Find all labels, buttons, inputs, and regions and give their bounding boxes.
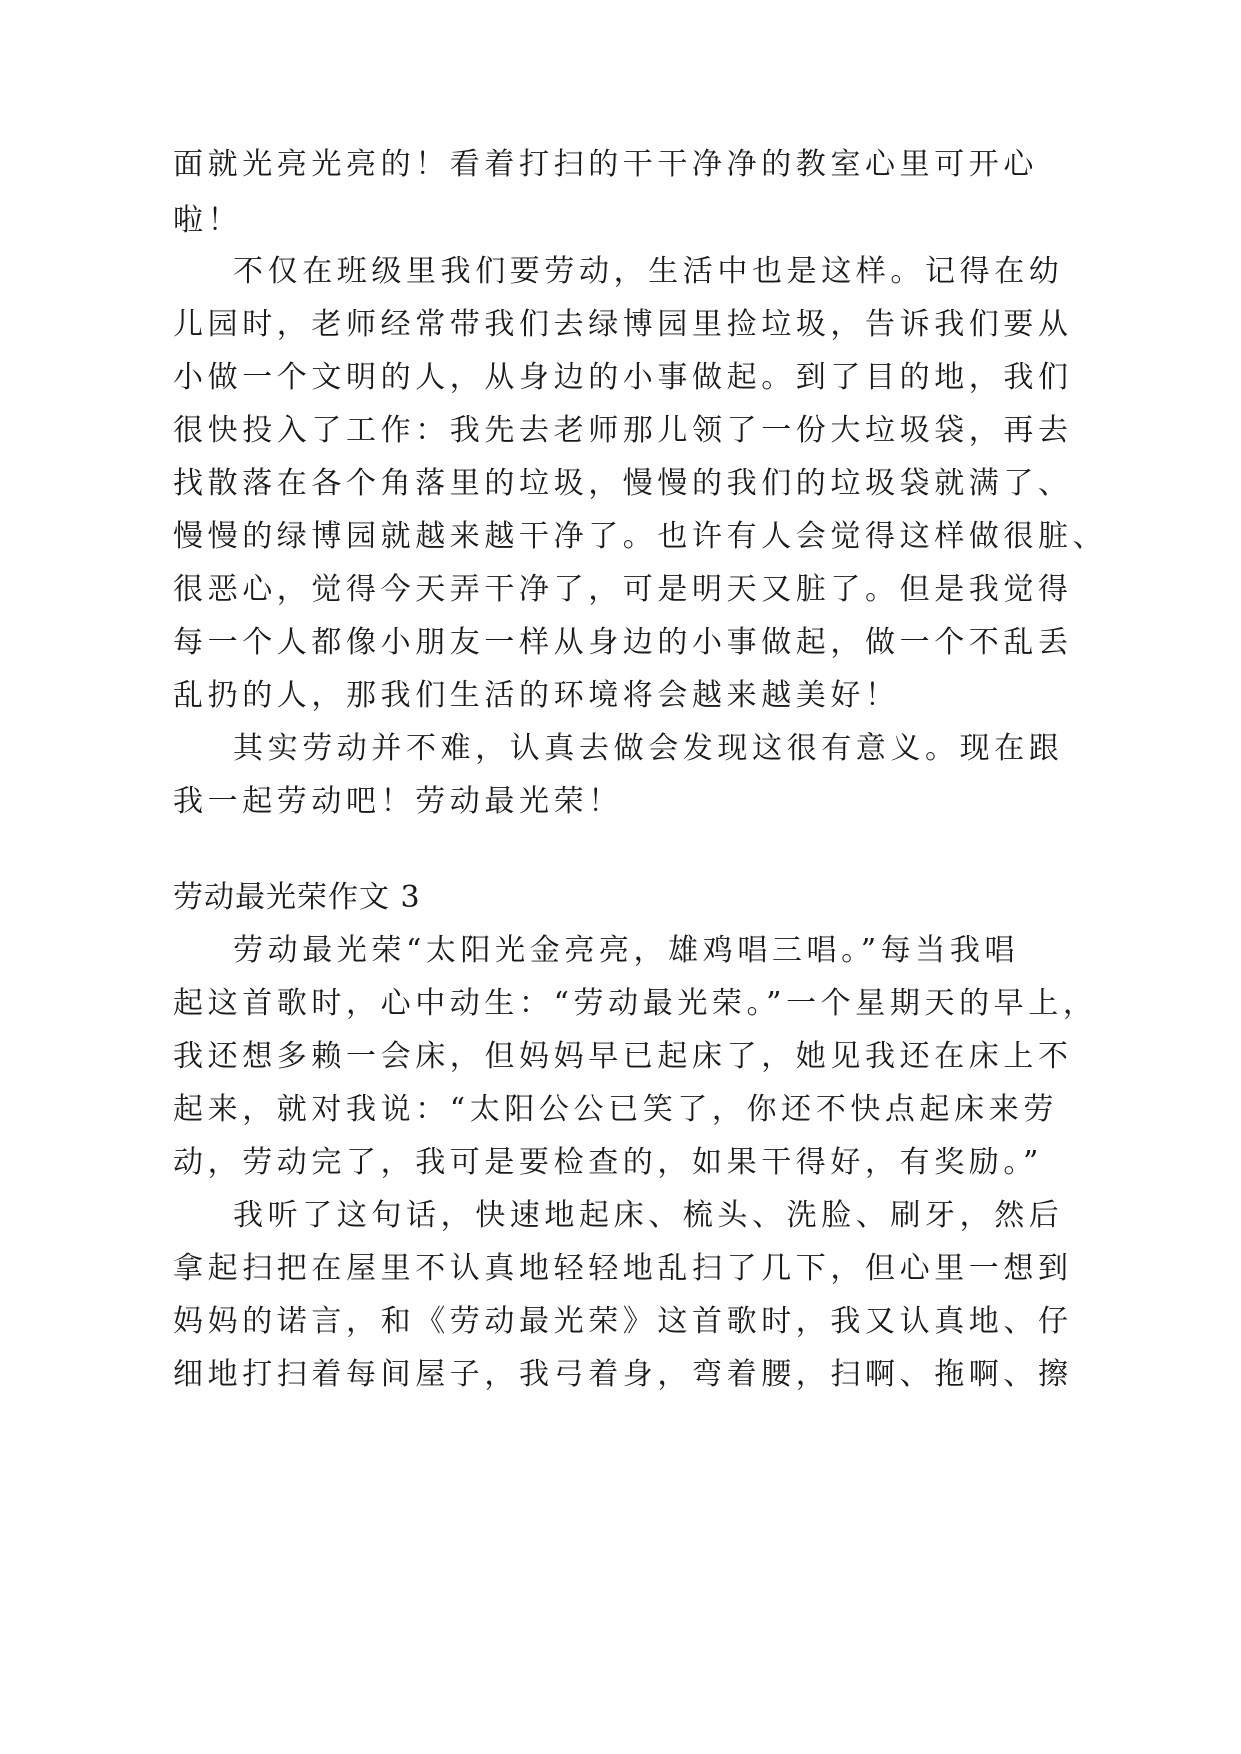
text-line: 每一个人都像小朋友一样从身边的小事做起，做一个不乱丢 (173, 625, 1073, 660)
text-line: 很恶心，觉得今天弄干净了，可是明天又脏了。但是我觉得 (173, 572, 1073, 607)
section-heading: 劳动最光荣作文 3 (173, 880, 421, 915)
text-line: 动，劳动完了，我可是要检查的，如果干得好，有奖励。” (173, 1145, 1043, 1180)
text-line: 乱扔的人，那我们生活的环境将会越来越美好！ (173, 678, 900, 713)
text-line: 很快投入了工作：我先去老师那儿领了一份大垃圾袋，再去 (173, 413, 1073, 448)
text-line: 我还想多赖一会床，但妈妈早已起床了，她见我还在床上不 (173, 1039, 1073, 1074)
text-line: 细地打扫着每间屋子，我弓着身，弯着腰，扫啊、拖啊、擦 (173, 1357, 1073, 1392)
text-line: 起这首歌时，心中动生：“劳动最光荣。”一个星期天的早上， (173, 986, 1098, 1021)
text-line: 小做一个文明的人，从身边的小事做起。到了目的地，我们 (173, 360, 1073, 395)
text-line: 慢慢的绿博园就越来越干净了。也许有人会觉得这样做很脏、 (173, 519, 1108, 554)
text-line: 啦！ (173, 203, 243, 238)
paragraph-first-line: 我听了这句话，快速地起床、梳头、洗脸、刷牙，然后 (233, 1198, 1064, 1233)
text-line: 妈妈的诺言，和《劳动最光荣》这首歌时，我又认真地、仔 (173, 1304, 1073, 1339)
text-line: 儿园时，老师经常带我们去绿博园里捡垃圾，告诉我们要从 (173, 307, 1073, 342)
text-line: 我一起劳动吧！劳动最光荣！ (173, 784, 623, 819)
paragraph-first-line: 不仅在班级里我们要劳动，生活中也是这样。记得在幼 (233, 254, 1064, 289)
text-line: 拿起扫把在屋里不认真地轻轻地乱扫了几下，但心里一想到 (173, 1251, 1073, 1286)
paragraph-first-line: 劳动最光荣“太阳光金亮亮，雄鸡唱三唱。”每当我唱 (233, 933, 1020, 968)
text-line: 找散落在各个角落里的垃圾，慢慢的我们的垃圾袋就满了、 (173, 466, 1073, 501)
text-line: 起来，就对我说：“太阳公公已笑了，你还不快点起床来劳 (173, 1092, 1058, 1127)
paragraph-first-line: 其实劳动并不难，认真去做会发现这很有意义。现在跟 (233, 731, 1064, 766)
text-line: 面就光亮光亮的！看着打扫的干干净净的教室心里可开心 (173, 147, 1038, 182)
